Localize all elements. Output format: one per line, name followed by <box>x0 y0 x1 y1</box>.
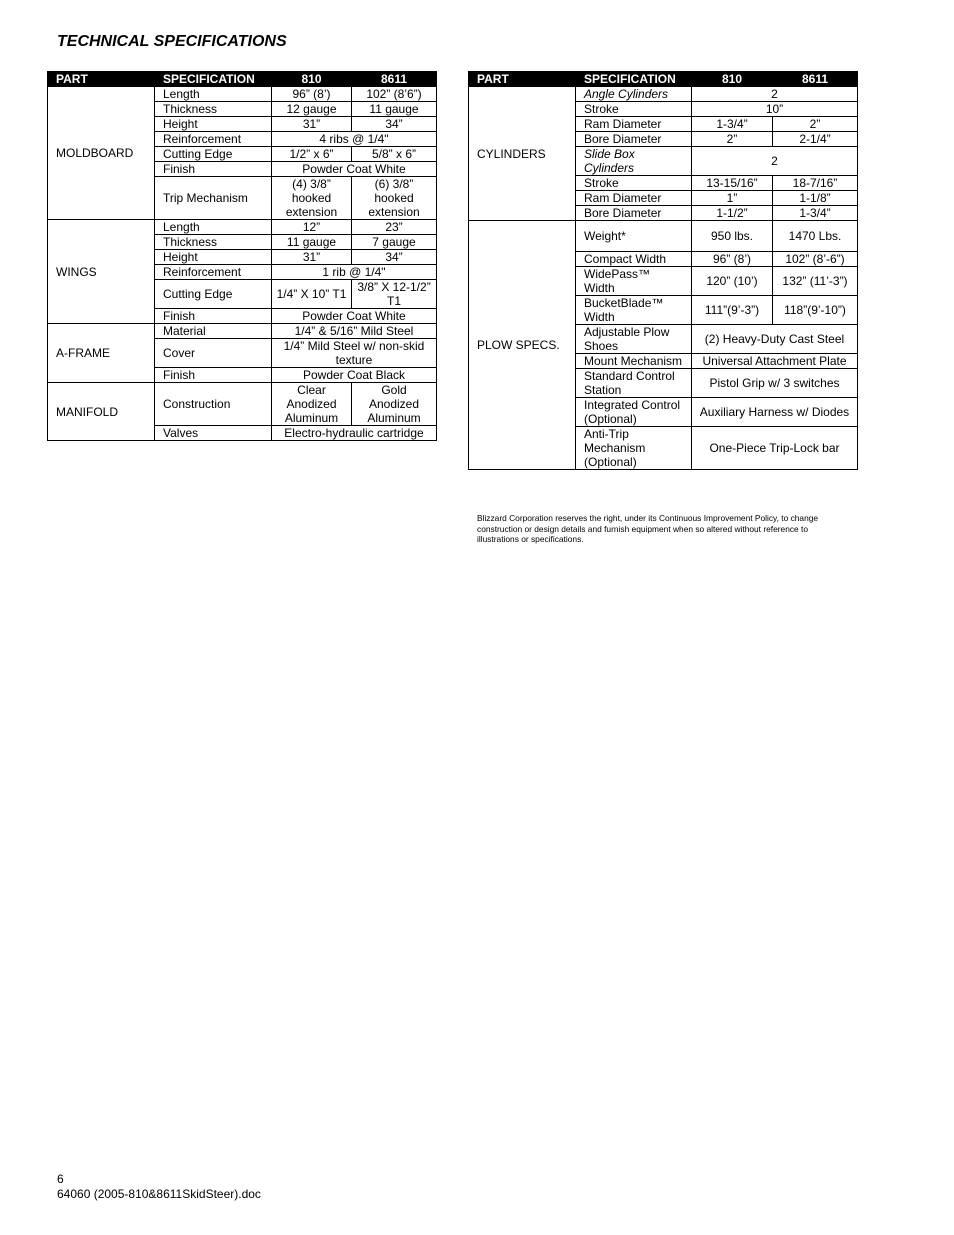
value-8611: 2” <box>773 117 858 132</box>
value-810: 1” <box>692 191 773 206</box>
header-part: PART <box>48 72 155 87</box>
value-8611: 3/8” X 12-1/2” T1 <box>352 280 437 309</box>
spec-label: BucketBlade™ Width <box>576 296 692 325</box>
header-810: 810 <box>692 72 773 87</box>
page-title: TECHNICAL SPECIFICATIONS <box>57 33 287 50</box>
value-8611: Gold Anodized Aluminum <box>352 383 437 426</box>
spec-label: Reinforcement <box>155 265 272 280</box>
value-8611: 34” <box>352 117 437 132</box>
spec-label: Stroke <box>576 176 692 191</box>
value-both: (2) Heavy-Duty Cast Steel <box>692 325 858 354</box>
value-8611: 118”(9’-10”) <box>773 296 858 325</box>
spec-table-right <box>468 71 858 470</box>
disclaimer-note: Blizzard Corporation reserves the right, under its Continuous Improvement Policy, to change construction or design details and furnish equipment when so altered without reference to illustrations or specifications. <box>477 513 819 544</box>
part-wings: WINGS <box>48 220 155 324</box>
spec-label: Stroke <box>576 102 692 117</box>
spec-label: Thickness <box>155 102 272 117</box>
value-8611: 23” <box>352 220 437 235</box>
value-810: 11 gauge <box>272 235 352 250</box>
header-810: 810 <box>272 72 352 87</box>
page-footer <box>57 1172 261 1202</box>
spec-label: Cutting Edge <box>155 280 272 309</box>
value-810: 96” (8’) <box>272 87 352 102</box>
value-both: 10” <box>692 102 858 117</box>
value-both: 1/4” Mild Steel w/ non-skid texture <box>272 339 437 368</box>
spec-label: Integrated Control (Optional) <box>576 398 692 427</box>
spec-label: Cutting Edge <box>155 147 272 162</box>
spec-label: Length <box>155 87 272 102</box>
part-plow-specs: PLOW SPECS. <box>469 221 576 470</box>
spec-label: Finish <box>155 162 272 177</box>
value-both: Electro-hydraulic cartridge <box>272 426 437 441</box>
value-both: Powder Coat White <box>272 309 437 324</box>
value-8611: 1470 Lbs. <box>773 221 858 252</box>
value-8611: 132” (11’-3”) <box>773 267 858 296</box>
table-row <box>48 383 437 426</box>
header-8611: 8611 <box>773 72 858 87</box>
spec-label: Anti-Trip Mechanism (Optional) <box>576 427 692 470</box>
spec-label: Construction <box>155 383 272 426</box>
value-both: Powder Coat Black <box>272 368 437 383</box>
value-8611: 102” (8’-6”) <box>773 252 858 267</box>
value-8611: 11 gauge <box>352 102 437 117</box>
spec-label: Bore Diameter <box>576 132 692 147</box>
spec-label: Trip Mechanism <box>155 177 272 220</box>
spec-table-left <box>47 71 437 441</box>
header-8611: 8611 <box>352 72 437 87</box>
value-810: Clear Anodized Aluminum <box>272 383 352 426</box>
value-810: 1/4” X 10” T1 <box>272 280 352 309</box>
value-8611: (6) 3/8” hooked extension <box>352 177 437 220</box>
value-both: One-Piece Trip-Lock bar <box>692 427 858 470</box>
page-number: 6 <box>57 1172 64 1186</box>
spec-label: Material <box>155 324 272 339</box>
value-both: Powder Coat White <box>272 162 437 177</box>
spec-label: WidePass™ Width <box>576 267 692 296</box>
part-moldboard: MOLDBOARD <box>48 87 155 220</box>
spec-label: Height <box>155 117 272 132</box>
spec-label: Finish <box>155 368 272 383</box>
value-810: 13-15/16” <box>692 176 773 191</box>
header-part: PART <box>469 72 576 87</box>
value-8611: 34” <box>352 250 437 265</box>
value-810: 120” (10’) <box>692 267 773 296</box>
value-810: 2” <box>692 132 773 147</box>
spec-label: Standard Control Station <box>576 369 692 398</box>
value-8611: 1-3/4” <box>773 206 858 221</box>
table-header-row <box>48 72 437 87</box>
value-both: 2 <box>692 87 858 102</box>
value-8611: 18-7/16” <box>773 176 858 191</box>
spec-label: Ram Diameter <box>576 191 692 206</box>
value-8611: 102” (8’6”) <box>352 87 437 102</box>
value-810: (4) 3/8” hooked extension <box>272 177 352 220</box>
value-both: Auxiliary Harness w/ Diodes <box>692 398 858 427</box>
value-both: Pistol Grip w/ 3 switches <box>692 369 858 398</box>
spec-label: Compact Width <box>576 252 692 267</box>
value-both: 1/4” & 5/16” Mild Steel <box>272 324 437 339</box>
table-row <box>469 87 858 102</box>
value-8611: 1-1/8” <box>773 191 858 206</box>
value-810: 1-1/2” <box>692 206 773 221</box>
spec-label: Ram Diameter <box>576 117 692 132</box>
header-spec: SPECIFICATION <box>576 72 692 87</box>
value-both: 4 ribs @ 1/4" <box>272 132 437 147</box>
spec-label: Mount Mechanism <box>576 354 692 369</box>
part-manifold: MANIFOLD <box>48 383 155 441</box>
value-810: 12 gauge <box>272 102 352 117</box>
table-row <box>48 324 437 339</box>
value-810: 31” <box>272 250 352 265</box>
value-810: 950 lbs. <box>692 221 773 252</box>
part-aframe: A-FRAME <box>48 324 155 383</box>
spec-label: Height <box>155 250 272 265</box>
value-810: 111”(9’-3”) <box>692 296 773 325</box>
header-spec: SPECIFICATION <box>155 72 272 87</box>
value-810: 96” (8’) <box>692 252 773 267</box>
table-row <box>48 220 437 235</box>
document-filename: 64060 (2005-810&8611SkidSteer).doc <box>57 1187 261 1201</box>
table-row <box>469 221 858 252</box>
spec-label: Slide Box Cylinders <box>576 147 692 176</box>
value-810: 12” <box>272 220 352 235</box>
value-8611: 2-1/4” <box>773 132 858 147</box>
value-8611: 5/8” x 6” <box>352 147 437 162</box>
value-810: 1/2” x 6” <box>272 147 352 162</box>
spec-label: Finish <box>155 309 272 324</box>
spec-label: Valves <box>155 426 272 441</box>
value-both: Universal Attachment Plate <box>692 354 858 369</box>
value-both: 2 <box>692 147 858 176</box>
spec-label: Cover <box>155 339 272 368</box>
spec-label: Reinforcement <box>155 132 272 147</box>
value-8611: 7 gauge <box>352 235 437 250</box>
spec-label: Bore Diameter <box>576 206 692 221</box>
value-810: 1-3/4” <box>692 117 773 132</box>
table-header-row <box>469 72 858 87</box>
spec-label: Thickness <box>155 235 272 250</box>
spec-label: Weight* <box>576 221 692 252</box>
spec-label: Length <box>155 220 272 235</box>
value-810: 31” <box>272 117 352 132</box>
value-both: 1 rib @ 1/4" <box>272 265 437 280</box>
spec-label: Angle Cylinders <box>576 87 692 102</box>
part-cylinders: CYLINDERS <box>469 87 576 221</box>
table-row <box>48 87 437 102</box>
spec-label: Adjustable Plow Shoes <box>576 325 692 354</box>
